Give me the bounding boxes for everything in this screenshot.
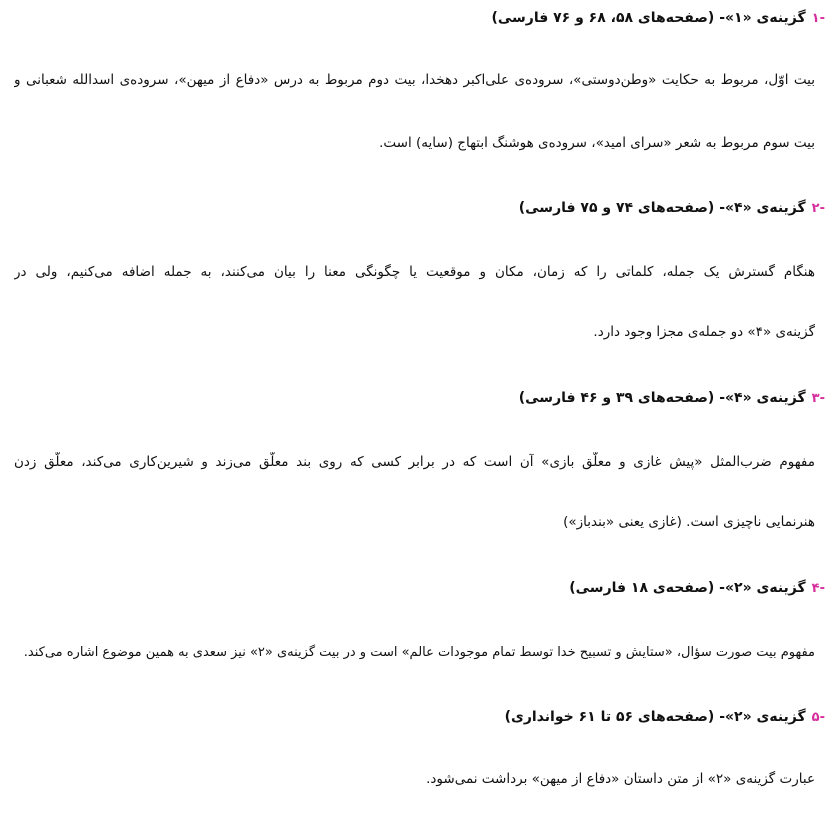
answer-3-line-2: هنرنمایی ناچیزی است. (غازی یعنی «بندباز») bbox=[563, 514, 815, 530]
answer-5-heading-text: گزینه‌ی «۲»- (صفحه‌های ۵۶ تا ۶۱ خوانداری) bbox=[504, 709, 806, 725]
answer-1-line-2: بیت سوم مربوط به شعر «سرای امید»، سروده‌ی هوشنگ ابتهاج (سایه) است. bbox=[379, 135, 815, 151]
answer-5-number: -۵ bbox=[811, 710, 825, 725]
answer-2-line-1: هنگام گسترش یک جمله، کلماتی را که زمان، مکان و موقعیت یا چگونگی معنا را بیان می‌کنند، به جمله اضافه می‌کنیم، ولی در bbox=[14, 264, 815, 280]
answer-1-heading-text: گزینه‌ی «۱»- (صفحه‌های ۵۸، ۶۸ و ۷۶ فارسی) bbox=[491, 10, 806, 26]
answer-5-line-1: عبارت گزینه‌ی «۲» از متن داستان «دفاع از میهن» برداشت نمی‌شود. bbox=[426, 771, 815, 787]
answer-3-heading bbox=[14, 388, 825, 409]
answer-1-line-1: بیت اوّل، مربوط به حکایت «وطن‌دوستی»، سروده‌ی علی‌اکبر دهخدا، بیت دوم مربوط به درس «دفاع از میهن»، سروده‌ی اسدالله شعبانی و bbox=[14, 72, 815, 88]
answer-4-line-1: مفهوم بیت صورت سؤال، «ستایش و تسبیح خدا توسط تمام موجودات عالم» است و در بیت گزینه‌ی «۲» نیز سعدی به همین موضوع اشاره می‌کند. bbox=[23, 645, 815, 660]
answer-4-number: -۴ bbox=[811, 581, 825, 596]
answer-5-heading bbox=[14, 707, 825, 728]
answer-4-heading bbox=[14, 578, 825, 599]
answer-1-number: -۱ bbox=[811, 11, 825, 26]
answer-1-heading bbox=[14, 8, 825, 29]
answer-4-heading-text: گزینه‌ی «۲»- (صفحه‌ی ۱۸ فارسی) bbox=[569, 580, 806, 596]
answer-3-heading-text: گزینه‌ی «۴»- (صفحه‌های ۳۹ و ۴۶ فارسی) bbox=[518, 390, 806, 406]
answer-2-number: -۲ bbox=[811, 201, 825, 216]
answer-2-line-2: گزینه‌ی «۴» دو جمله‌ی مجزا وجود دارد. bbox=[593, 324, 815, 340]
answer-3-line-1: مفهوم ضرب‌المثل «پیش غازی و معلّق بازی» آن است که در برابر کسی که روی بند معلّق می‌زند و شیرین‌کاری می‌کند، معلّق زدن bbox=[14, 454, 815, 470]
answer-2-heading bbox=[14, 198, 825, 219]
answer-2-heading-text: گزینه‌ی «۴»- (صفحه‌های ۷۴ و ۷۵ فارسی) bbox=[518, 200, 806, 216]
answer-3-number: -۳ bbox=[811, 391, 825, 406]
